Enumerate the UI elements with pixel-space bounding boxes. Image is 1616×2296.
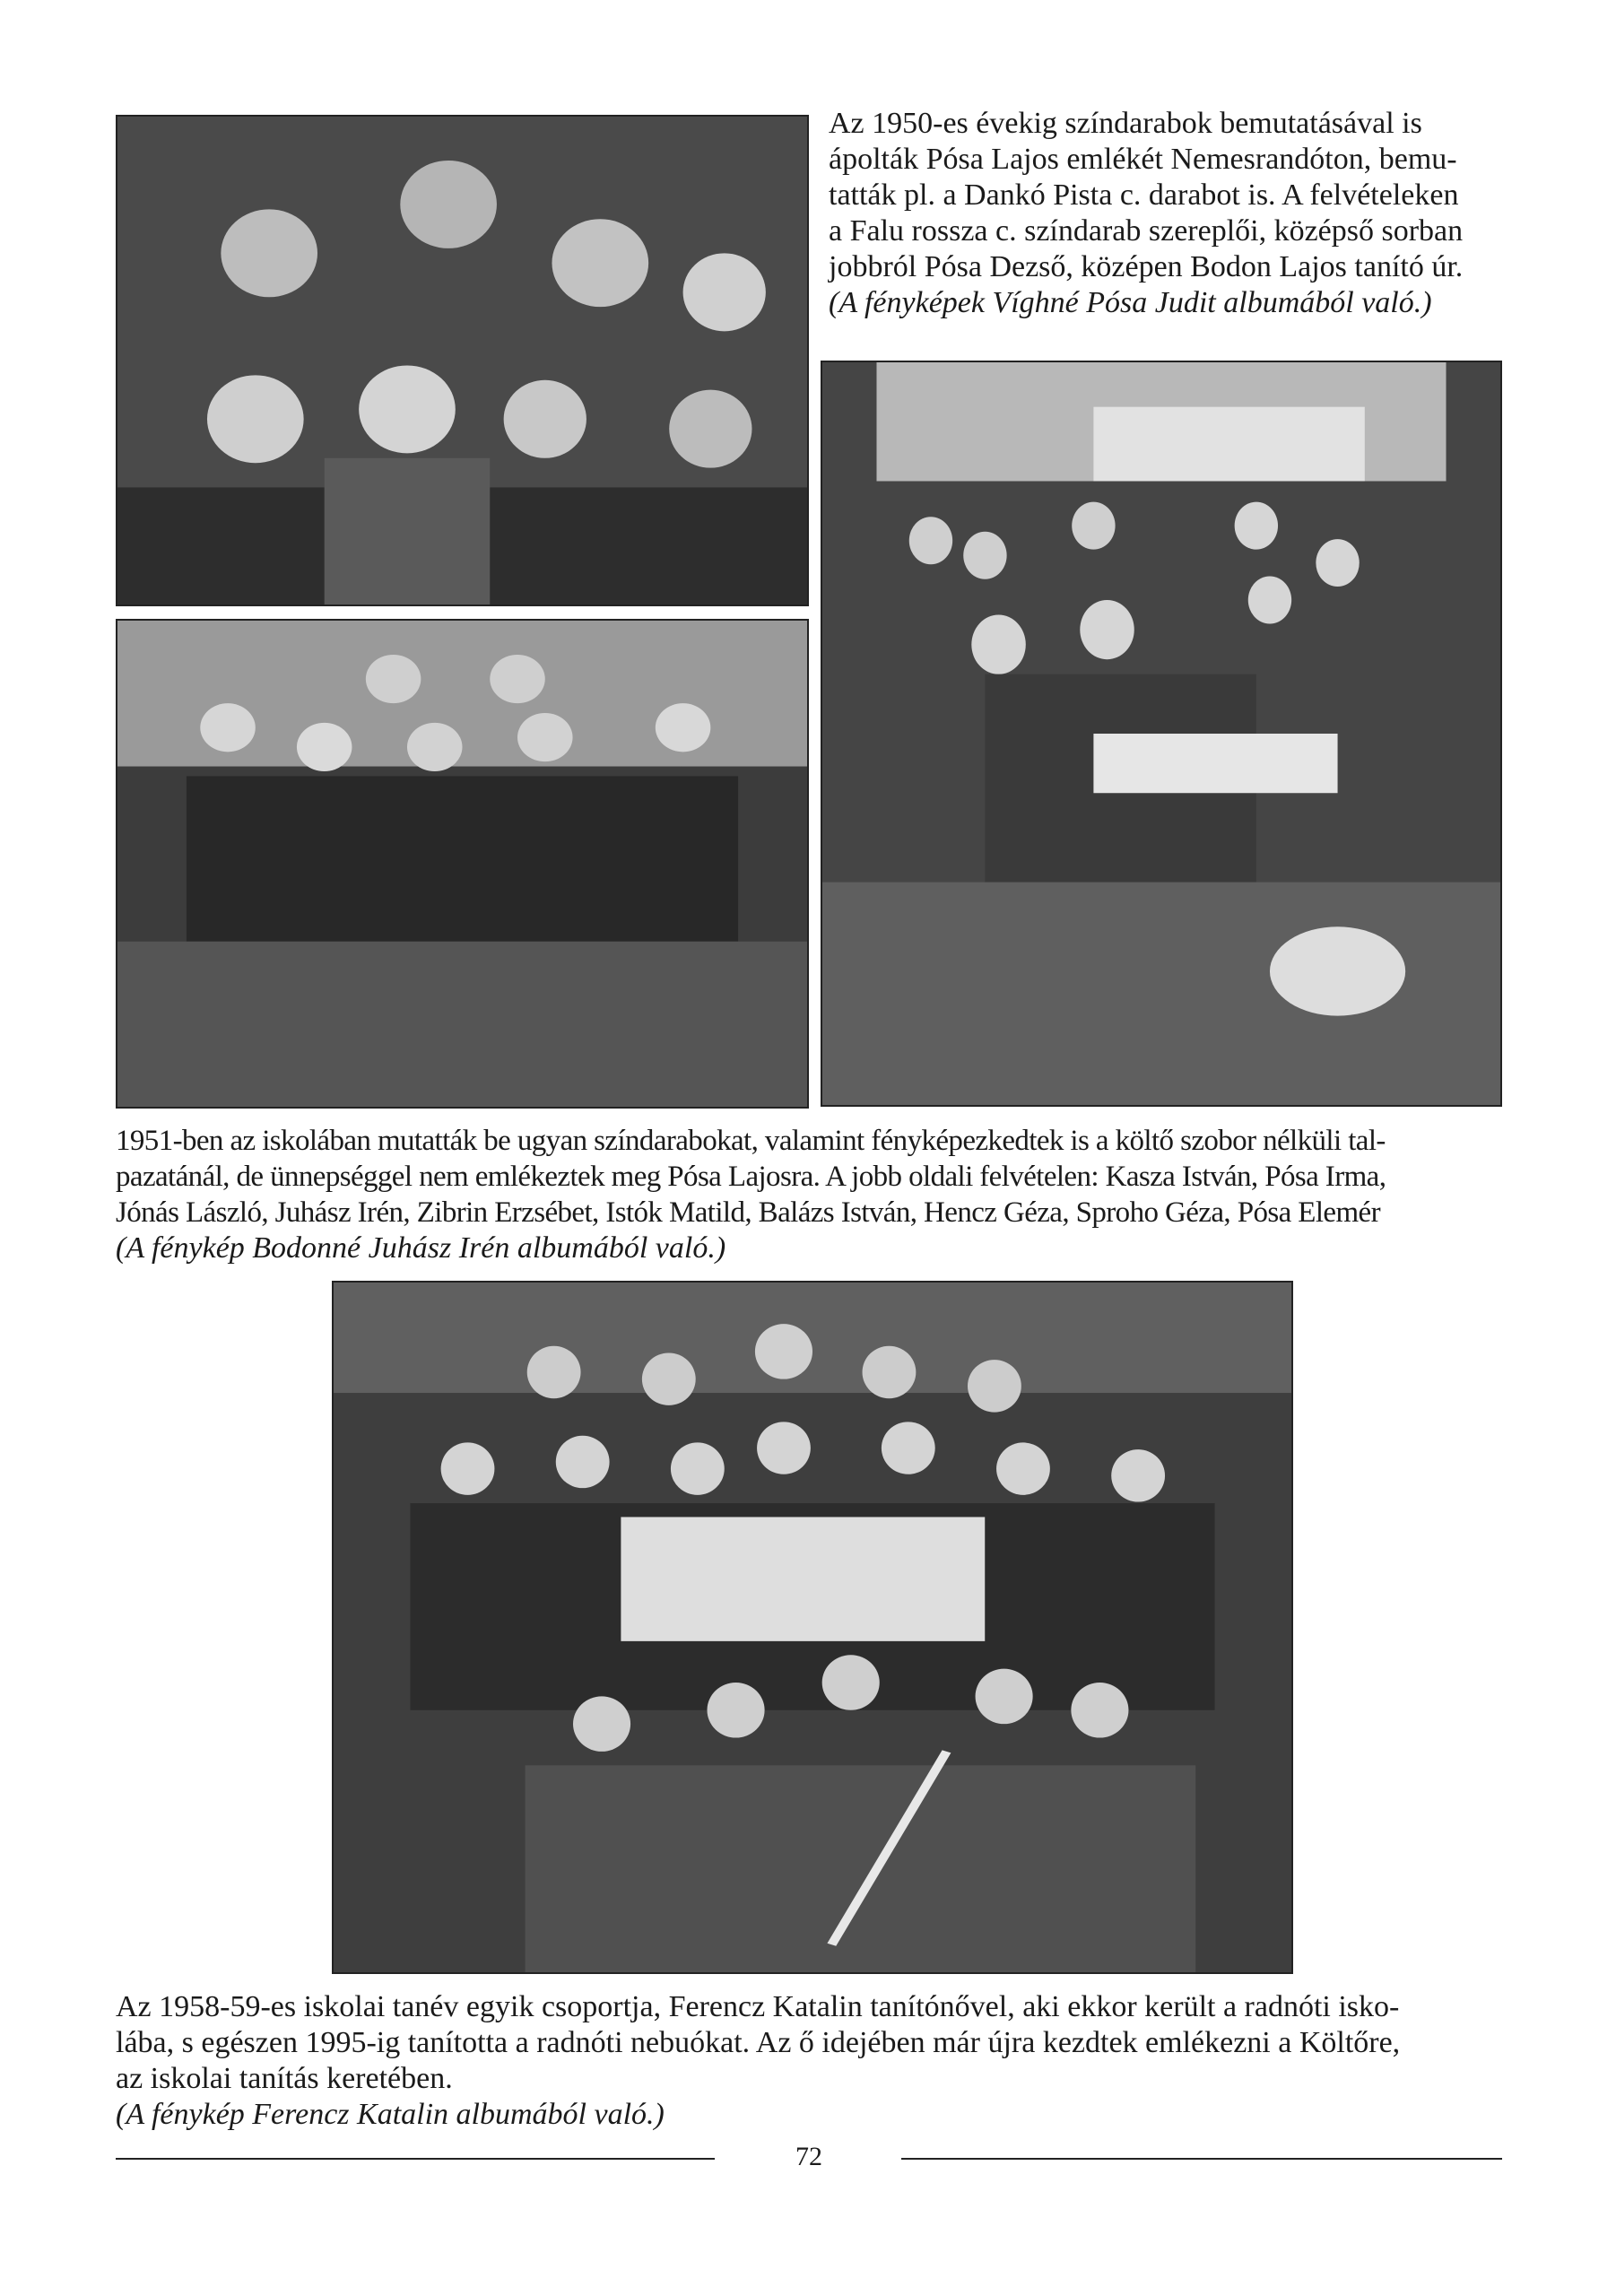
caption-top-line-2: ápolták Pósa Lajos emlékét Nemesrandóton, bemu-: [829, 143, 1457, 176]
photo-band-violins: [116, 619, 809, 1109]
caption-bottom-line-3: az iskolai tanítás keretében.: [116, 2062, 453, 2095]
caption-top-line-3: tatták pl. a Dankó Pista c. darabot is. A felvételeken: [829, 178, 1459, 212]
footer-rule-left: [116, 2158, 715, 2160]
caption-middle-line-3: Jónás László, Juhász Irén, Zibrin Erzsébet, Istók Matild, Balázs István, Hencz Géza, Sproho Géza, Pósa Elemér: [116, 1196, 1380, 1229]
caption-bottom-line-2: lába, s egészen 1995-ig tanította a radnóti nebuókat. Az ő idejében már újra kezdtek emlékezni a Költőre,: [116, 2026, 1401, 2059]
caption-top-credit: (A fényképek Víghné Pósa Judit albumából való.): [829, 286, 1432, 319]
caption-bottom-line-1: Az 1958-59-es iskolai tanév egyik csoportja, Ferencz Katalin tanítónővel, aki ekkor került a radnóti isko-: [116, 1990, 1400, 2023]
caption-middle-line-2: pazatánál, de ünnepséggel nem emlékeztek meg Pósa Lajosra. A jobb oldali felvételen: Kasza István, Pósa Irma,: [116, 1161, 1386, 1193]
caption-top-line-1: Az 1950-es évekig színdarabok bemutatásával is: [829, 107, 1422, 140]
caption-bottom-credit: (A fénykép Ferencz Katalin albumából való.): [116, 2098, 665, 2131]
photo-theater-cast: [116, 115, 809, 606]
page-number: 72: [795, 2142, 822, 2171]
caption-middle-credit: (A fénykép Bodonné Juhász Irén albumából való.): [116, 1231, 726, 1265]
photo-school-class: [332, 1281, 1293, 1974]
caption-top-line-5: jobbról Pósa Dezső, középen Bodon Lajos tanító úr.: [829, 250, 1464, 283]
photo-children-pedestal: [821, 361, 1502, 1107]
footer-rule-right: [901, 2158, 1502, 2160]
caption-middle-line-1: 1951-ben az iskolában mutatták be ugyan színdarabokat, valamint fényképezkedtek is a költő szobor nélküli tal-: [116, 1125, 1386, 1157]
caption-top-line-4: a Falu rossza c. színdarab szereplői, középső sorban: [829, 214, 1464, 248]
